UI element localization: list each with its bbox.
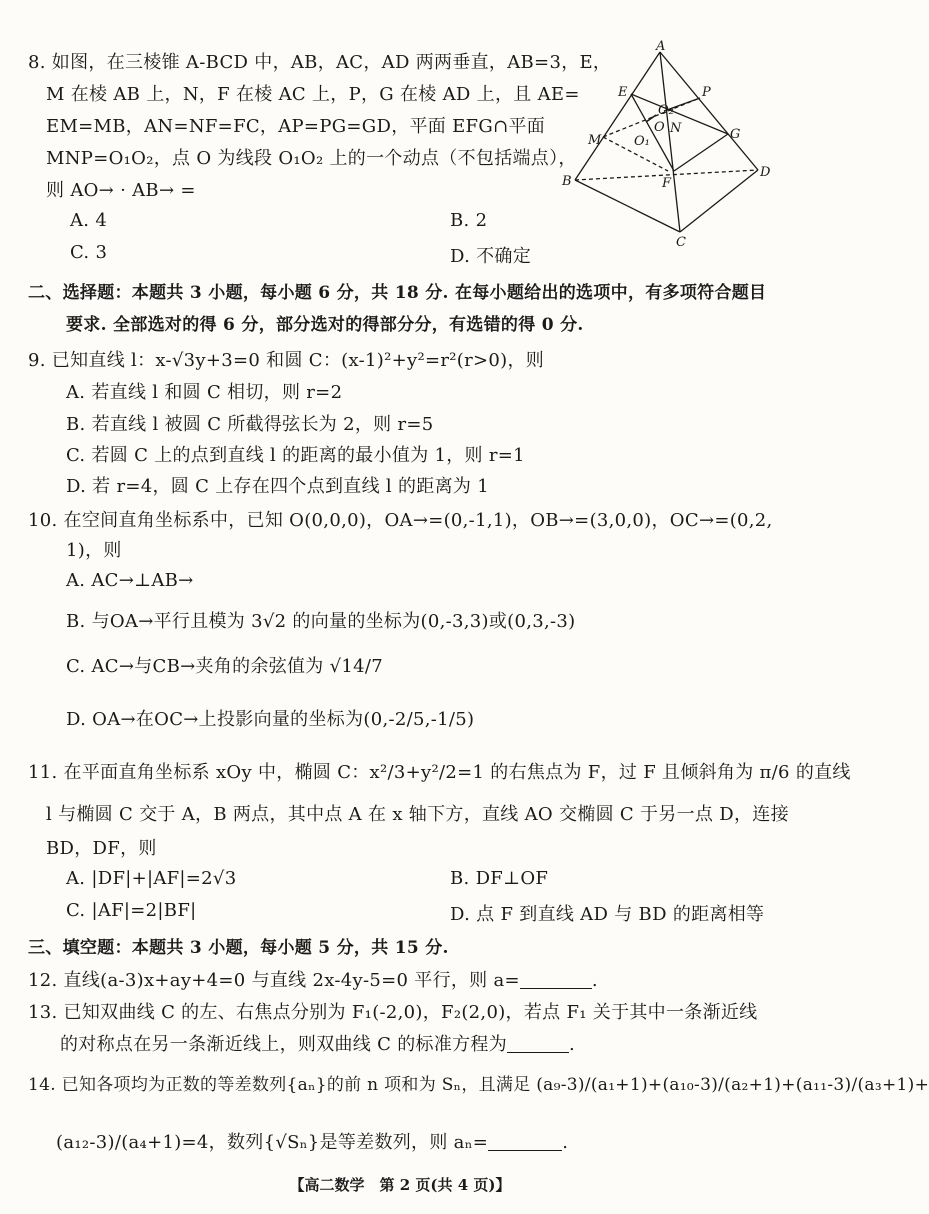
section3-title: 三、填空题：本题共 3 小题，每小题 5 分，共 15 分. bbox=[28, 938, 449, 958]
q8-line-5: 则 AO→ · AB→ = bbox=[46, 180, 196, 201]
section2-line-1: 二、选择题：本题共 3 小题，每小题 6 分，共 18 分. 在每小题给出的选项中，有多项符合题目 bbox=[28, 283, 767, 303]
q14-end: . bbox=[562, 1132, 569, 1153]
q13-line-1: 13. 已知双曲线 C 的左、右焦点分别为 F₁(-2,0)，F₂(2,0)，若点 F₁ 关于其中一条渐近线 bbox=[28, 1002, 758, 1023]
q11-stem-line-1: 11. 在平面直角坐标系 xOy 中，椭圆 C：x²/3+y²/2=1 的右焦点为 F，过 F 且倾斜角为 π/6 的直线 bbox=[28, 762, 851, 783]
q10-stem-line-1: 10. 在空间直角坐标系中，已知 O(0,0,0)，OA→=(0,-1,1)，OB→=(3,0,0)，OC→=(0,2, bbox=[28, 510, 773, 531]
q11-option-d: D. 点 F 到直线 AD 与 BD 的距离相等 bbox=[450, 904, 765, 925]
q11-stem-line-2: l 与椭圆 C 交于 A，B 两点，其中点 A 在 x 轴下方，直线 AO 交椭圆 C 于另一点 D，连接 bbox=[46, 804, 789, 825]
q11-option-a: A. |DF|+|AF|=2√3 bbox=[66, 868, 237, 889]
q9-option-c: C. 若圆 C 上的点到直线 l 的距离的最小值为 1，则 r=1 bbox=[66, 445, 525, 466]
figure-label-o1: O₁ bbox=[634, 134, 650, 149]
q12-line bbox=[28, 966, 598, 992]
q10-option-b: B. 与OA→平行且模为 3√2 的向量的坐标为(0,-3,3)或(0,3,-3) bbox=[66, 611, 576, 632]
q13-line-2 bbox=[60, 1030, 575, 1056]
q9-option-d: D. 若 r=4，圆 C 上存在四个点到直线 l 的距离为 1 bbox=[66, 476, 489, 497]
q14-line-2 bbox=[56, 1128, 568, 1154]
figure-label-e: E bbox=[618, 85, 628, 100]
q11-option-c: C. |AF|=2|BF| bbox=[66, 900, 197, 921]
figure-label-m: M bbox=[588, 133, 602, 148]
q8-option-c: C. 3 bbox=[70, 242, 108, 263]
q8-line-2: M 在棱 AB 上，N，F 在棱 AC 上，P，G 在棱 AD 上，且 AE= bbox=[46, 84, 580, 105]
q14-text: (a₁₂-3)/(a₄+1)=4，数列{√Sₙ}是等差数列，则 aₙ= bbox=[56, 1132, 489, 1153]
tetrahedron-figure bbox=[560, 40, 780, 250]
q12-answer-blank[interactable] bbox=[520, 972, 592, 989]
q10-option-c: C. AC→与CB→夹角的余弦值为 √14/7 bbox=[66, 656, 384, 677]
q10-option-d: D. OA→在OC→上投影向量的坐标为(0,-2/5,-1/5) bbox=[66, 709, 475, 730]
figure-label-n: N bbox=[670, 121, 682, 136]
figure-label-b: B bbox=[562, 174, 572, 189]
page-footer: 【高二数学 第 2 页(共 4 页)】 bbox=[289, 1176, 511, 1194]
figure-label-d: D bbox=[760, 165, 771, 180]
q12-end: . bbox=[591, 970, 598, 991]
q8-line-1: 8. 如图，在三棱锥 A-BCD 中，AB，AC，AD 两两垂直，AB=3，E， bbox=[28, 52, 612, 73]
figure-label-o: O bbox=[654, 120, 665, 135]
figure-label-c: C bbox=[676, 235, 686, 250]
q11-option-b: B. DF⊥OF bbox=[450, 868, 549, 889]
q10-stem-line-2: 1)，则 bbox=[66, 540, 122, 561]
q9-stem: 9. 已知直线 l：x-√3y+3=0 和圆 C：(x-1)²+y²=r²(r>0)，则 bbox=[28, 350, 545, 371]
q8-option-d: D. 不确定 bbox=[450, 246, 532, 267]
q14-answer-blank[interactable] bbox=[488, 1134, 562, 1151]
q13-answer-blank[interactable] bbox=[507, 1036, 569, 1053]
q9-option-a: A. 若直线 l 和圆 C 相切，则 r=2 bbox=[66, 382, 343, 403]
figure-label-f: F bbox=[662, 176, 672, 191]
figure-label-o2: O₂ bbox=[658, 103, 674, 118]
figure-label-a: A bbox=[656, 39, 666, 54]
q12-text: 12. 直线(a-3)x+ay+4=0 与直线 2x-4y-5=0 平行，则 a= bbox=[28, 970, 520, 991]
q8-line-3: EM=MB，AN=NF=FC，AP=PG=GD，平面 EFG∩平面 bbox=[46, 116, 546, 137]
q10-option-a: A. AC→⊥AB→ bbox=[66, 570, 194, 591]
q8-line-4: MNP=O₁O₂，点 O 为线段 O₁O₂ 上的一个动点（不包括端点）， bbox=[46, 148, 577, 169]
figure-label-g: G bbox=[730, 127, 741, 142]
q8-option-b: B. 2 bbox=[450, 210, 488, 231]
q11-stem-line-3: BD，DF，则 bbox=[46, 838, 157, 859]
section2-line-2: 要求. 全部选对的得 6 分，部分选对的得部分分，有选错的得 0 分. bbox=[66, 315, 584, 335]
q9-option-b: B. 若直线 l 被圆 C 所截得弦长为 2，则 r=5 bbox=[66, 414, 434, 435]
q13-text: 的对称点在另一条渐近线上，则双曲线 C 的标准方程为 bbox=[60, 1034, 508, 1055]
q14-line-1: 14. 已知各项均为正数的等差数列{aₙ}的前 n 项和为 Sₙ，且满足 (a₉-3)/(a₁+1)+(a₁₀-3)/(a₂+1)+(a₁₁-3)/(a₃+1)+ bbox=[28, 1075, 929, 1095]
q8-option-a: A. 4 bbox=[70, 210, 108, 231]
figure-label-p: P bbox=[702, 85, 711, 100]
q13-end: . bbox=[569, 1034, 576, 1055]
